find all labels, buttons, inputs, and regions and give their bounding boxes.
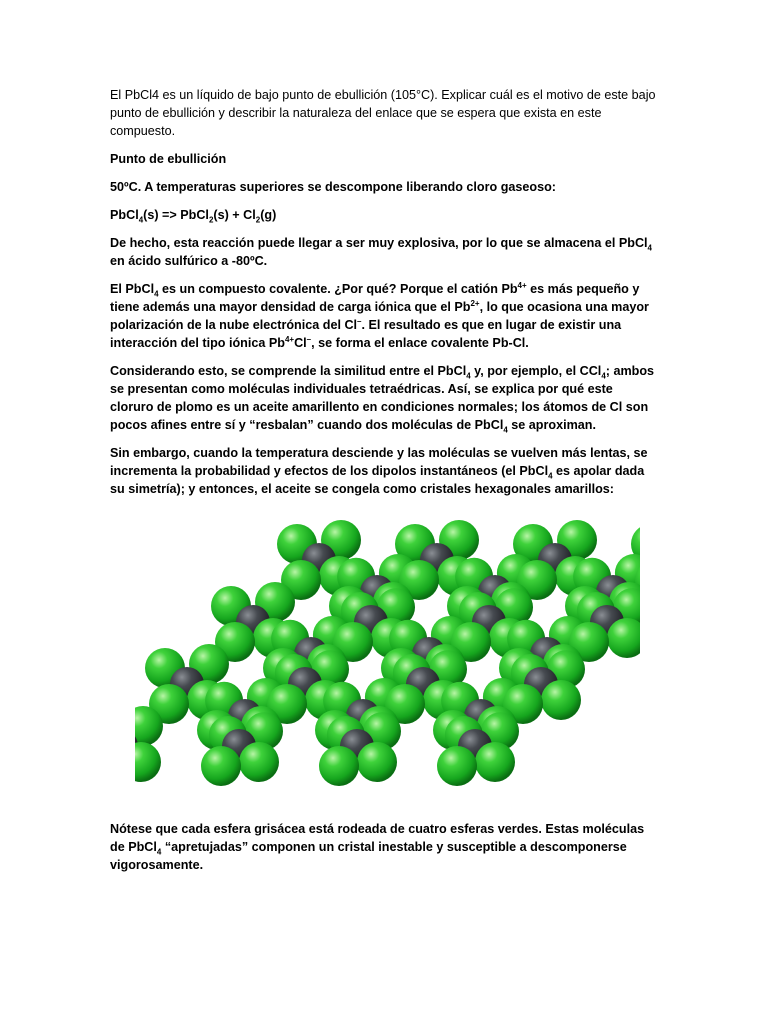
chlorine-atom-sphere <box>135 742 161 782</box>
crystal-atoms <box>135 520 640 786</box>
section-heading: Punto de ebullición <box>110 152 227 166</box>
reaction-equation: PbCl$_4$(s) => PbCl$_2$(s) + $Cl_2(g)$ <box>110 208 277 225</box>
similarity-paragraph: Considerando esto, se comprende la similitud entre el PbCl$_4$ y, por ejemplo, el CCl$_4$; ambos se presentan como moléculas individuales tetraédricas. Así, se explica por qué este cloruro de plomo es un aceite amarillento en condiciones normales; los átomos de Cl son pocos afines entre sí y “resbalan” cuando dos moléculas de PbCl$_4$ se aproximan. <box>110 364 655 435</box>
crystal-paragraph: Sin embargo, cuando la temperatura desciende y las moléculas se vuelven más lentas, se incrementa la probabilidad y efectos de los dipolos instantáneos (el PbCl$_4$ es apolar dada su simetría); y entonces, el aceite se congela como cristales hexagonales amarillos: <box>110 446 648 496</box>
boiling-point-paragraph: 50ºC. A temperaturas superiores se descompone liberando cloro gaseoso: <box>110 180 556 194</box>
chlorine-atom-sphere <box>201 746 241 786</box>
question-paragraph: El PbCl4 es un líquido de bajo punto de ebullición (105°C). Explicar cuál es el motivo de este bajo punto de ebullición y describir la naturaleza del enlace que se espera que exista en este compuesto. <box>110 88 656 138</box>
document-body <box>110 80 658 498</box>
chlorine-atom-sphere <box>319 746 359 786</box>
chlorine-atom-sphere <box>437 746 477 786</box>
pbcl4-crystal-figure <box>135 520 640 795</box>
chlorine-atom-sphere <box>475 742 515 782</box>
note-paragraph: Nótese que cada esfera grisácea está rodeada de cuatro esferas verdes. Estas moléculas de PbCl$_4$ “apretujadas” componen un cristal inestable y susceptible a descomponerse vigorosamente. <box>110 822 645 872</box>
covalent-paragraph: El PbCl$_4$ es un compuesto covalente. ¿Por qué? Porque el catión $Pb^{4+}$ es más pequeño y tiene además una mayor densidad de carga iónica que el $Pb^{2+}$, lo que ocasiona una mayor polarización de la nube electrónica del Cl–. El resultado es que en lugar de existir una interacción del tipo iónica $Pb^{4+}Cl^-$, se forma el enlace covalente Pb-Cl. <box>110 280 649 350</box>
chlorine-atom-sphere <box>357 742 397 782</box>
explosive-paragraph: De hecho, esta reacción puede llegar a ser muy explosiva, por lo que se almacena el PbCl$_4$ en ácido sulfúrico a -80ºC. <box>110 236 652 268</box>
chlorine-atom-sphere <box>541 680 581 720</box>
chlorine-atom-sphere <box>239 742 279 782</box>
